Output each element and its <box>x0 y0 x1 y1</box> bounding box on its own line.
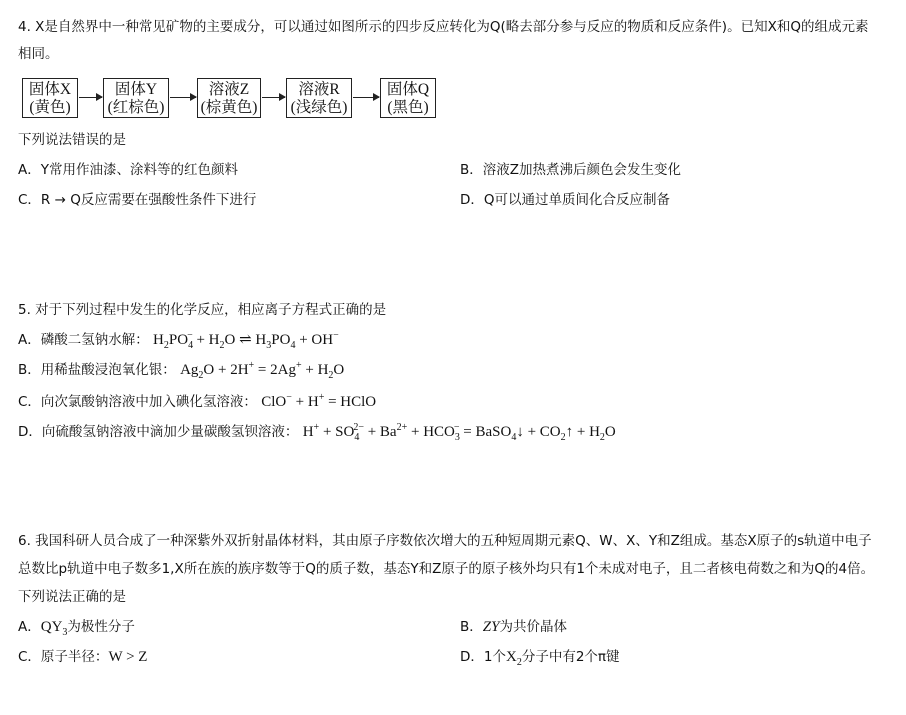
flow-box-q-color: (黑色) <box>387 99 429 116</box>
q6-option-c-label: C．原子半径： <box>18 649 109 665</box>
q4-option-a[interactable]: A．Y常用作油漆、涂料等的红色颜料 <box>18 162 238 178</box>
q5-option-d-equation: $H^+ + SO_4^{2-} + Ba^{2+} + HCO_3^-$ = BaSO$_4$↓ + $CO_2↑ + H_2O$ <box>302 422 616 443</box>
q6-option-a[interactable] <box>18 617 135 637</box>
q5-option-c[interactable] <box>18 392 376 412</box>
q6-option-b-suffix: 为共价晶体 <box>499 619 567 635</box>
flow-box-x-name: 固体X <box>28 81 72 98</box>
q6-option-b-formula: ZY <box>482 619 500 635</box>
q6-option-a-label: A． <box>18 619 41 635</box>
q6-option-c-formula: W > Z <box>108 649 148 665</box>
q5-stem: 5. 对于下列过程中发生的化学反应，相应离子方程式正确的是 <box>18 302 387 318</box>
q5-option-b-equation: $Ag_2O + 2H^+ = 2Ag^+ + H_2O$ <box>180 360 345 381</box>
q4-stem-line2: 相同。 <box>18 46 59 62</box>
flow-box-z-color: (棕黄色) <box>200 99 258 116</box>
q6-option-c[interactable] <box>18 647 147 667</box>
q6-option-d[interactable] <box>460 647 620 667</box>
flow-box-r <box>286 78 352 118</box>
flow-box-y <box>103 78 169 118</box>
q4-prompt: 下列说法错误的是 <box>18 132 126 148</box>
q5-option-a-equation: $H_2PO_4^- + H_2O$ ⇌ $H_3PO_4 + OH^-$ <box>153 330 339 351</box>
q6-option-d-formula: $X_2$ <box>505 649 522 668</box>
flow-box-x-color: (黄色) <box>29 99 71 116</box>
flow-box-z-name: 溶液Z <box>208 81 250 98</box>
q6-prompt: 下列说法正确的是 <box>18 589 126 605</box>
flow-box-y-color: (红棕色) <box>107 99 165 116</box>
q6-option-a-suffix: 为极性分子 <box>67 619 135 635</box>
q5-option-c-label: C．向次氯酸钠溶液中加入碘化氢溶液： <box>18 394 257 410</box>
q5-option-d[interactable] <box>18 422 616 442</box>
q5-option-b-label: B．用稀盐酸浸泡氧化银： <box>18 362 176 378</box>
q6-option-d-suffix: 分子中有2个π键 <box>521 649 620 665</box>
q6-stem-line2: 总数比p轨道中电子数多1,X所在族的族序数等于Q的质子数，基态Y和Z原子的原子核外均只有1个未成对电子，且二者核电荷数之和为Q的4倍。 <box>18 561 875 577</box>
q6-stem-line1: 6. 我国科研人员合成了一种深紫外双折射晶体材料，其由原子序数依次增大的五种短周期元素Q、W、X、Y和Z组成。基态X原子的s轨道中电子 <box>18 533 872 549</box>
flow-box-z <box>197 78 261 118</box>
q5-option-a-label: A．磷酸二氢钠水解： <box>18 332 149 348</box>
flow-box-q <box>380 78 436 118</box>
flow-box-r-name: 溶液R <box>298 81 340 98</box>
flow-box-q-name: 固体Q <box>386 81 430 98</box>
q5-option-c-equation: ClO− + H+ = HClO <box>261 392 377 410</box>
q4-stem-line1: 4. X是自然界中一种常见矿物的主要成分，可以通过如图所示的四步反应转化为Q(略去部分参与反应的物质和反应条件)。已知X和Q的组成元素 <box>18 19 869 35</box>
flow-arrow-4 <box>353 97 379 98</box>
q6-option-d-label: D．1个 <box>460 649 506 665</box>
flow-box-x <box>22 78 78 118</box>
q5-option-a[interactable] <box>18 330 339 350</box>
flow-arrow-1 <box>79 97 102 98</box>
q5-option-b[interactable] <box>18 360 344 380</box>
q6-option-b-label: B． <box>460 619 483 635</box>
q6-option-a-formula: $QY_3$ <box>40 619 68 638</box>
q4-option-c[interactable]: C．R → Q反应需要在强酸性条件下进行 <box>18 192 257 208</box>
flow-arrow-2 <box>170 97 196 98</box>
q6-option-b[interactable] <box>460 617 567 637</box>
q4-option-d[interactable]: D．Q可以通过单质间化合反应制备 <box>460 192 671 208</box>
q5-option-d-label: D．向硫酸氢钠溶液中滴加少量碳酸氢钡溶液： <box>18 424 299 440</box>
flow-box-r-color: (浅绿色) <box>290 99 348 116</box>
flow-arrow-3 <box>262 97 285 98</box>
flow-box-y-name: 固体Y <box>114 81 158 98</box>
q4-option-b[interactable]: B．溶液Z加热煮沸后颜色会发生变化 <box>460 162 682 178</box>
